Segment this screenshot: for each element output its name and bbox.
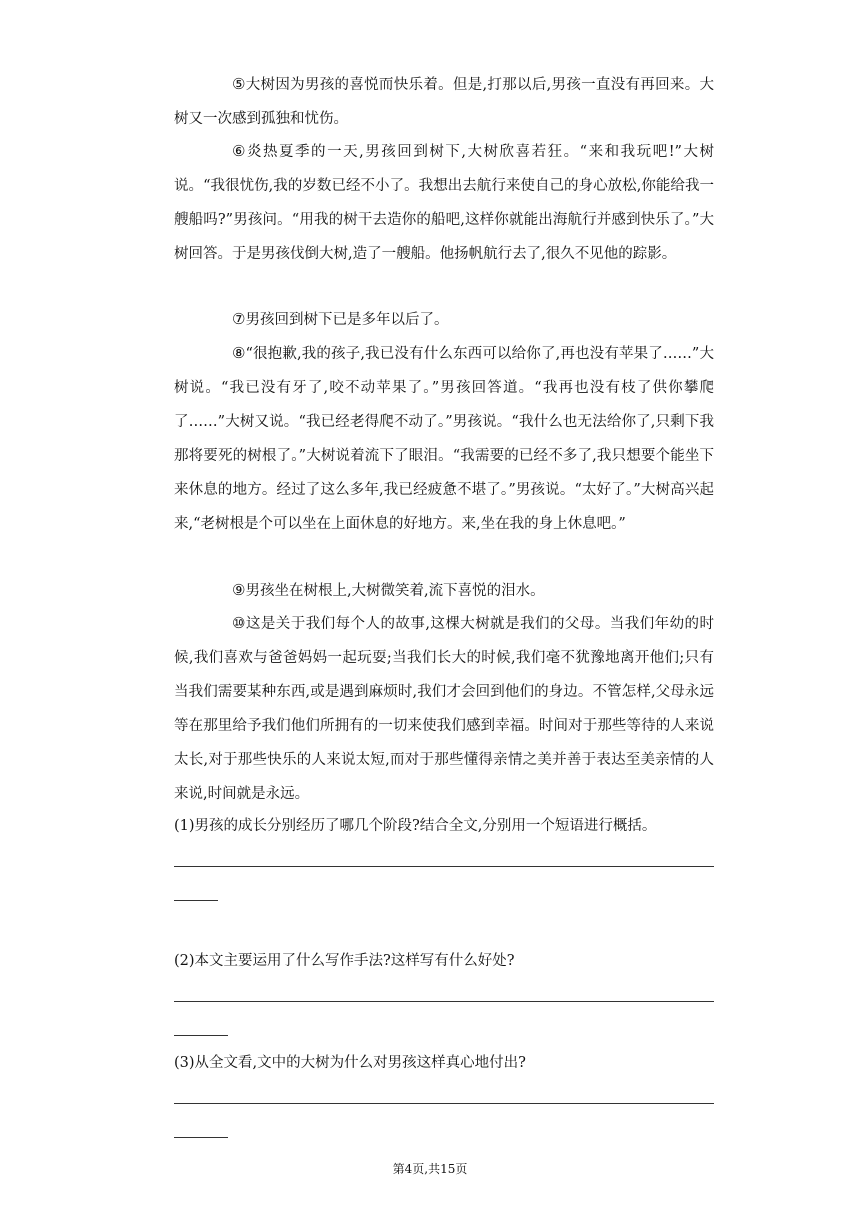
paragraph-number: ⑤: [232, 75, 246, 93]
paragraph-9: [174, 573, 714, 608]
question-3: (3)从全文看,文中的大树为什么对男孩这样真心地付出?: [174, 1055, 526, 1071]
paragraph-text: 男孩坐在树根上,大树微笑着,流下喜悦的泪水。: [245, 583, 545, 599]
paragraph-6: [174, 134, 714, 271]
page-footer: 第4页,共15页: [392, 1162, 468, 1176]
paragraph-text: 炎热夏季的一天,男孩回到树下,大树欣喜若狂。“来和我玩吧!”大树说。“我很忧伤,我的岁数已经不小了。我想出去航行来使自己的身心放松,你能给我一艘船吗?”男孩问。“用我的树干去造你的船吧,这样你就能出海航行并感到快乐了。”大树回答。于是男孩伐倒大树,造了一艘船。他扬帆航行去了,很久不见他的踪影。: [174, 144, 714, 262]
answer-line-1-end[interactable]: [174, 900, 218, 901]
paragraph-8: [174, 336, 714, 541]
paragraph-number: ⑨: [232, 581, 246, 599]
paragraph-number: ⑥: [232, 142, 246, 160]
paragraph-text: 这是关于我们每个人的故事,这棵大树就是我们的父母。当我们年幼的时候,我们喜欢与爸爸妈妈一起玩耍;当我们长大的时候,我们毫不犹豫地离开他们;只有当我们需要某种东西,或是遇到麻烦时,我们才会回到他们的身边。不管怎样,父母永远等在那里给予我们他们所拥有的一切来使我们感到幸福。时间对于那些等待的人来说太长,对于那些快乐的人来说太短,而对于那些懂得亲情之美并善于表达至美亲情的人来说,时间就是永远。: [174, 616, 714, 802]
paragraph-number: ⑩: [232, 614, 246, 632]
paragraph-text: 男孩回到树下已是多年以后了。: [245, 312, 449, 328]
answer-line-3-end[interactable]: [174, 1137, 228, 1138]
paragraph-7: [174, 302, 714, 337]
paragraph-text: 大树因为男孩的喜悦而快乐着。但是,打那以后,男孩一直没有再回来。大树又一次感到孤独和忧伤。: [174, 77, 714, 127]
question-2: (2)本文主要运用了什么写作手法?这样写有什么好处?: [174, 953, 515, 969]
paragraph-10: [174, 606, 714, 811]
answer-line-2-end[interactable]: [174, 1035, 228, 1036]
question-1: (1)男孩的成长分别经历了哪几个阶段?结合全文,分别用一个短语进行概括。: [174, 818, 657, 834]
answer-line-3[interactable]: [174, 1103, 714, 1104]
paragraph-number: ⑧: [232, 344, 246, 362]
paragraph-5: [174, 67, 714, 136]
paragraph-number: ⑦: [232, 310, 246, 328]
paragraph-text: “很抱歉,我的孩子,我已没有什么东西可以给你了,再也没有苹果了……”大树说。“我已没有牙了,咬不动苹果了。”男孩回答道。“我再也没有枝了供你攀爬了……”大树又说。“我已经老得爬不动了。”男孩说。“我什么也无法给你了,只剩下我那将要死的树根了。”大树说着流下了眼泪。“我需要的已经不多了,我只想要个能坐下来休息的地方。经过了这么多年,我已经疲惫不堪了。”男孩说。“太好了。”大树高兴起来,“老树根是个可以坐在上面休息的好地方。来,坐在我的身上休息吧。”: [174, 346, 714, 532]
answer-line-2[interactable]: [174, 1001, 714, 1002]
answer-line-1[interactable]: [174, 866, 714, 867]
